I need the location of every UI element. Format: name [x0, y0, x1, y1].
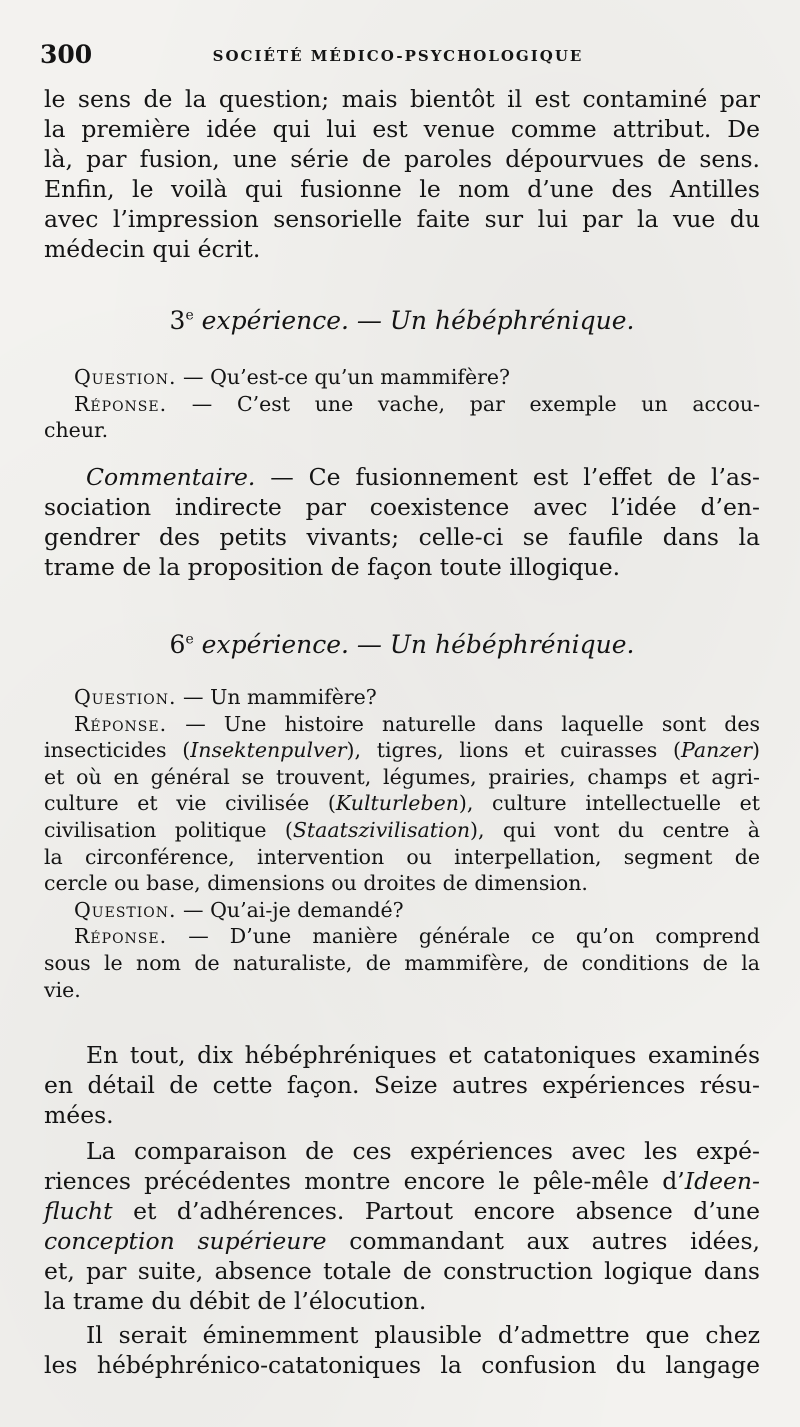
text-line: Il serait éminemment plausible d’admettre que chez [86, 1321, 760, 1349]
question-label: Question. [74, 897, 177, 922]
text-line: gendrer des petits vivants; celle-ci se faufile dans la [44, 523, 760, 551]
text-line: et, par suite, absence totale de construction logique dans [44, 1257, 760, 1285]
answer-line: culture et vie civilisée (Kulturleben), culture intellectuelle et [44, 791, 760, 816]
answer-text: — Une histoire naturelle dans laquelle sont des [167, 711, 760, 736]
german-term: Kulturleben [335, 791, 459, 816]
text-line: conception supérieure commandant aux autres idées, [44, 1227, 760, 1255]
text-line: trame de la proposition de façon toute illogique. [44, 553, 621, 581]
answer-label: Réponse. [74, 711, 168, 736]
question-line [44, 897, 760, 924]
paragraph-intro [44, 84, 760, 264]
paragraph-en-tout [44, 1040, 760, 1130]
answer-line [44, 711, 760, 738]
experience-3-dialogue [44, 364, 760, 444]
answer-text: cheur. [44, 418, 109, 443]
answer-line: sous le nom de naturaliste, de mammifère, de conditions de la [44, 950, 760, 975]
question-label: Question. [74, 365, 177, 389]
answer-label: Réponse. [74, 391, 168, 416]
paragraph-final [44, 1320, 760, 1380]
heading-text: expérience. — Un hébéphrénique. [193, 306, 635, 335]
heading-text: expérience. — Un hébéphrénique. [193, 630, 635, 659]
text-line: le sens de la question; mais bientôt il est contaminé par [44, 85, 760, 113]
german-term: Ideen- [684, 1167, 760, 1195]
text-line: flucht et d’adhérences. Partout encore absence d’une [44, 1197, 760, 1225]
running-title: SOCIÉTÉ MÉDICO-PSYCHOLOGIQUE [212, 47, 584, 65]
answer-line: cercle ou base, dimensions ou droites de dimension. [44, 871, 588, 896]
text-line: là, par fusion, une série de paroles dépourvues de sens. [44, 145, 760, 173]
text-line: avec l’impression sensorielle faite sur lui par la vue du [44, 205, 760, 233]
text-line: La comparaison de ces expériences avec les expé- [86, 1137, 760, 1165]
german-term: Staatszivilisation [292, 817, 471, 842]
german-term: Insektenpulver [190, 738, 347, 763]
text-line: En tout, dix hébéphréniques et catatoniques examinés [86, 1041, 760, 1069]
text-line: Commentaire. — Ce fusionnement est l’effet de l’as- [86, 463, 760, 491]
answer-line: insecticides (Insektenpulver), tigres, lions et cuirasses (Panzer) [44, 738, 760, 763]
answer-line [44, 417, 760, 444]
question-line [44, 364, 760, 391]
text-line: sociation indirecte par coexistence avec l’idée d’en- [44, 493, 760, 521]
answer-text: — C’est une vache, par exemple un accou- [167, 391, 760, 416]
heading-number: 6 [169, 630, 186, 659]
text-line: en détail de cette façon. Seize autres expériences résu- [44, 1071, 760, 1099]
answer-line: la circonférence, intervention ou interpellation, segment de [44, 844, 760, 869]
heading-number: 3 [169, 306, 186, 335]
question-line [44, 684, 760, 711]
commentaire-label: Commentaire. [86, 463, 256, 491]
text-line: la première idée qui lui est venue comme attribut. De [44, 115, 760, 143]
experience-6-dialogue [44, 684, 760, 1003]
paragraph-commentaire [44, 462, 760, 582]
answer-line: et où en général se trouvent, légumes, prairies, champs et agri- [44, 764, 760, 789]
experience-3-heading [44, 306, 760, 335]
text-line: mées. [44, 1101, 114, 1129]
heading-superscript: e [185, 307, 194, 324]
german-term: Panzer [680, 738, 752, 763]
answer-line [44, 923, 760, 950]
page-header [40, 40, 756, 76]
german-term: flucht [44, 1197, 113, 1225]
heading-superscript: e [185, 631, 194, 648]
page-number: 300 [40, 40, 93, 69]
text-line: riences précédentes montre encore le pêle-mêle d’Ideen- [44, 1167, 760, 1195]
question-text: — Un mammifère? [176, 685, 377, 709]
question-label: Question. [74, 685, 177, 709]
question-text: — Qu’ai-je demandé? [176, 897, 404, 922]
emphasis: conception supérieure [44, 1227, 327, 1255]
experience-6-heading [44, 630, 760, 659]
text-line: la trame du débit de l’élocution. [44, 1287, 427, 1315]
text-line: médecin qui écrit. [44, 235, 261, 263]
question-text: — Qu’est-ce qu’un mammifère? [176, 365, 511, 389]
answer-label: Réponse. [74, 924, 168, 949]
answer-text: — D’une manière générale ce qu’on comprend [167, 924, 760, 949]
answer-line: vie. [44, 977, 81, 1002]
answer-line [44, 391, 760, 418]
text-line: les hébéphrénico-catatoniques la confusion du langage [44, 1351, 760, 1379]
answer-line: civilisation politique (Staatszivilisation), qui vont du centre à [44, 817, 760, 842]
paragraph-comparaison [44, 1136, 760, 1316]
text-line: Enfin, le voilà qui fusionne le nom d’une des Antilles [44, 175, 760, 203]
